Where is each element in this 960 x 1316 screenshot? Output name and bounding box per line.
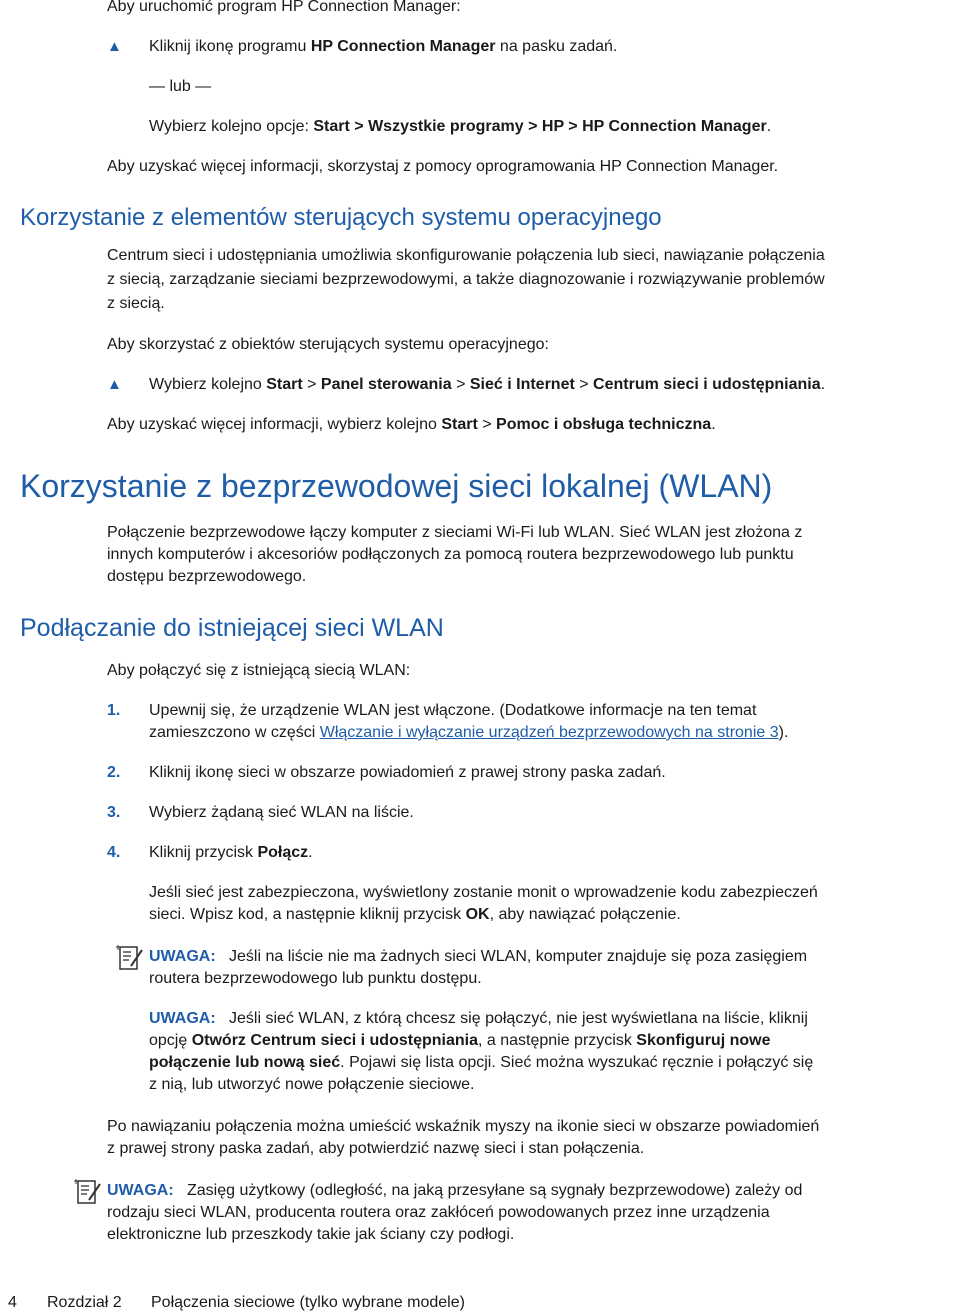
intro-info: Aby uzyskać więcej informacji, skorzystaj z pomocy oprogramowania HP Connection Manager. (107, 158, 779, 175)
section-heading-wlan: Korzystanie z bezprzewodowej sieci lokalnej (WLAN) (20, 468, 773, 504)
after-line2: z prawej strony paska zadań, aby potwierdzić nazwę sieci i stan połączenia. (107, 1140, 645, 1157)
note-icon (74, 1178, 102, 1206)
step1-line1: Upewnij się, że urządzenie WLAN jest włączone. (Dodatkowe informacje na ten temat (149, 702, 757, 719)
or-separator: — lub — (149, 78, 212, 95)
step2-text: Kliknij ikonę sieci w obszarze powiadomień z prawej strony paska zadań. (149, 764, 666, 781)
triangle-bullet-icon: ▲ (107, 38, 122, 55)
section2-line2: innych komputerów i akcesoriów podłączonych za pomocą routera bezprzewodowego lub punktu (107, 546, 794, 563)
step4-text: Kliknij przycisk Połącz. (149, 844, 313, 861)
note3-line3: elektroniczne lub przeszkody takie jak ściany czy podłogi. (107, 1226, 515, 1243)
section1-para1-line3: z siecią. (107, 295, 165, 312)
note2-line1: UWAGA: Jeśli sieć WLAN, z którą chcesz się połączyć, nie jest wyświetlana na liście, kliknij (149, 1010, 808, 1027)
cross-reference-link[interactable]: Włączanie i wyłączanie urządzeń bezprzewodowych na stronie 3 (319, 724, 779, 741)
note-icon (116, 944, 144, 972)
note2-line2: opcję Otwórz Centrum sieci i udostępniania, a następnie przycisk Skonfiguruj nowe (149, 1032, 771, 1049)
step1-line2: zamieszczono w części Włączanie i wyłączanie urządzeń bezprzewodowych na stronie 3). (149, 724, 789, 741)
secured-line2: sieci. Wpisz kod, a następnie kliknij przycisk OK, aby nawiązać połączenie. (149, 906, 681, 923)
note2-line4: z nią, lub utworzyć nowe połączenie sieciowe. (149, 1076, 475, 1093)
note3-line2: rodzaju sieci WLAN, producenta routera oraz zakłóceń powodowanych przez inne urządzenia (107, 1204, 770, 1221)
step3-text: Wybierz żądaną sieć WLAN na liście. (149, 804, 414, 821)
section-heading-connect-wlan: Podłączanie do istniejącej sieci WLAN (20, 614, 444, 642)
triangle-bullet-icon: ▲ (107, 376, 122, 393)
section1-para2: Aby skorzystać z obiektów sterujących systemu operacyjnego: (107, 336, 549, 353)
intro-step: Kliknij ikonę programu HP Connection Manager na pasku zadań. (149, 38, 618, 55)
note3-line1: UWAGA: Zasięg użytkowy (odległość, na jaką przesyłane są sygnały bezprzewodowe) zależy od (107, 1182, 803, 1199)
section3-intro: Aby połączyć się z istniejącą siecią WLAN: (107, 662, 411, 679)
section2-line3: dostępu bezprzewodowego. (107, 568, 307, 585)
section1-step: Wybierz kolejno Start > Panel sterowania > Sieć i Internet > Centrum sieci i udostępniania. (149, 376, 826, 393)
after-line1: Po nawiązaniu połączenia można umieścić wskaźnik myszy na ikonie sieci w obszarze powiadomień (107, 1118, 820, 1135)
page-number: 4 (8, 1294, 17, 1311)
step-number: 3. (107, 804, 121, 821)
step-number: 2. (107, 764, 121, 781)
intro-line: Aby uruchomić program HP Connection Manager: (107, 0, 461, 15)
note2-line3: połączenie lub nową sieć. Pojawi się lista opcji. Sieć można wyszukać ręcznie i połączyć się (149, 1054, 814, 1071)
step-number: 4. (107, 844, 121, 861)
section1-para1-line1: Centrum sieci i udostępniania umożliwia skonfigurowanie połączenia lub sieci, nawiązanie połączenia (107, 247, 825, 264)
section-heading-os-controls: Korzystanie z elementów sterujących systemu operacyjnego (20, 204, 662, 231)
chapter-title: Połączenia sieciowe (tylko wybrane modele) (151, 1294, 465, 1311)
section1-para1-line2: z siecią, zarządzanie sieciami bezprzewodowymi, a także diagnozowanie i rozwiązywanie problemów (107, 271, 825, 288)
section2-line1: Połączenie bezprzewodowe łączy komputer z sieciami Wi-Fi lub WLAN. Sieć WLAN jest złożona z (107, 524, 803, 541)
section1-info: Aby uzyskać więcej informacji, wybierz kolejno Start > Pomoc i obsługa techniczna. (107, 416, 716, 433)
secured-line1: Jeśli sieć jest zabezpieczona, wyświetlony zostanie monit o wprowadzenie kodu zabezpieczeń (149, 884, 818, 901)
note1-line2: routera bezprzewodowego lub punktu dostępu. (149, 970, 482, 987)
intro-alt-step: Wybierz kolejno opcje: Start > Wszystkie programy > HP > HP Connection Manager. (149, 118, 772, 135)
note1-line1: UWAGA: Jeśli na liście nie ma żadnych sieci WLAN, komputer znajduje się poza zasięgiem (149, 948, 808, 965)
chapter-label: Rozdział 2 (47, 1294, 122, 1311)
step-number: 1. (107, 702, 121, 719)
